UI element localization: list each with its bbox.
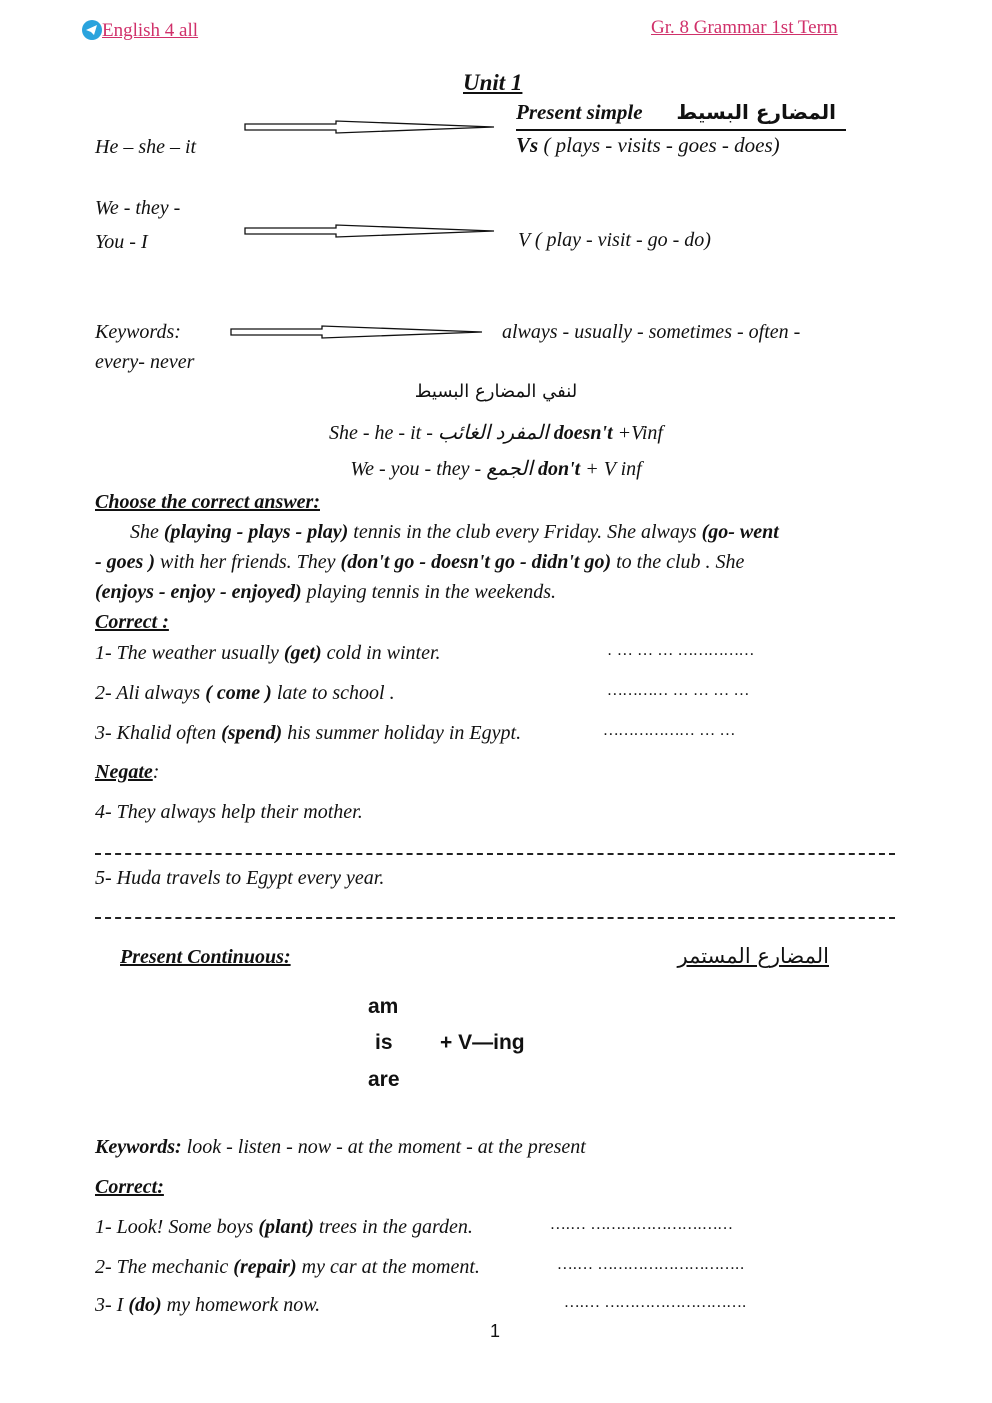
answer-blank[interactable]: ….… ……………………….. [558, 1256, 746, 1273]
text-segment: We - you - they - الجمع [350, 458, 538, 480]
negate-item: 4- They always help their mother. [95, 801, 363, 823]
text-segment: trees in the garden. [313, 1216, 473, 1238]
negation-plural [0, 456, 992, 481]
present-simple-heading [516, 100, 846, 131]
present-simple-en: Present simple [516, 100, 643, 124]
negation-title: لنفي المضارع البسيط [414, 381, 578, 402]
aux-are: are [368, 1068, 400, 1091]
text-segment: 1- Look! Some boys [95, 1216, 259, 1238]
text-segment: my car at the moment. [296, 1256, 480, 1278]
text-segment: 2- The mechanic [95, 1256, 234, 1278]
formula-ving: + V—ing [440, 1031, 525, 1054]
text-segment: V [518, 229, 530, 251]
text-segment: my homework now. [161, 1294, 321, 1316]
answer-blank[interactable]: ….… ………………….…… [551, 1216, 734, 1233]
bold-text-segment: (get) [283, 642, 322, 664]
negate-label: Negate [95, 761, 153, 783]
page-number: 1 [490, 1321, 501, 1341]
text-segment: ( play - visit - go - do) [529, 229, 711, 251]
present-simple-ar: المضارع البسيط [676, 100, 836, 124]
form-v [518, 229, 711, 252]
text-segment: 3- Khalid often [95, 722, 222, 744]
bold-text-segment: (do) [128, 1294, 162, 1316]
choose-line [95, 551, 744, 574]
continuous-item [95, 1294, 320, 1317]
grammar-term-link[interactable]: Gr. 8 Grammar 1st Term [651, 17, 838, 38]
english-4-all-link[interactable]: English 4 all [102, 20, 199, 41]
correct-heading: Correct : [95, 611, 169, 633]
text-segment: to the club . She [611, 551, 745, 573]
continuous-correct-heading: Correct: [95, 1176, 164, 1198]
bold-text-segment: (spend) [221, 722, 283, 744]
text-segment: late to school . [271, 682, 395, 704]
negate-heading [95, 761, 159, 784]
aux-am: am [368, 995, 399, 1018]
header-left[interactable] [82, 20, 198, 42]
choose-line [130, 521, 779, 544]
form-vs [516, 133, 780, 158]
answer-blank[interactable]: . … … … …………… [608, 642, 755, 659]
present-continuous-heading: Present Continuous: [120, 946, 291, 968]
bold-text-segment: doesn't [553, 422, 613, 444]
text-segment: 1- The weather usually [95, 642, 284, 664]
subject-he-she-it: He – she – it [95, 136, 197, 158]
bold-text-segment: don't [537, 458, 581, 480]
answer-blank[interactable]: ………… … … … … [608, 682, 750, 699]
choose-heading: Choose the correct answer: [95, 491, 320, 513]
keywords-list [502, 321, 800, 344]
arrow-icon [230, 325, 484, 339]
bold-text-segment: - goes ) [95, 551, 155, 573]
negate-item: 5- Huda travels to Egypt every year. [95, 867, 385, 889]
text-segment: playing tennis in the weekends. [301, 581, 556, 603]
bold-text-segment: (plant) [258, 1216, 314, 1238]
answer-line[interactable] [95, 853, 895, 855]
bold-text-segment: (repair) [233, 1256, 297, 1278]
answer-blank[interactable]: ….… ………………………. [565, 1294, 748, 1311]
bold-text-segment: ( come ) [205, 682, 272, 704]
keywords-label: Keywords: [95, 321, 181, 343]
text-segment: tennis in the club every Friday. She always [348, 521, 702, 543]
subject-you-i: You - I [95, 231, 148, 253]
continuous-keywords [95, 1136, 586, 1159]
correct-item [95, 722, 521, 745]
bold-text-segment: (don't go - doesn't go - didn't go) [340, 551, 612, 573]
text-segment: 2- Ali always [95, 682, 206, 704]
text-segment: always - usually - sometimes - often - [502, 321, 801, 343]
bold-text-segment: (enjoys - enjoy - enjoyed) [95, 581, 302, 603]
text-segment: ( plays - visits - goes - does) [538, 133, 780, 157]
present-continuous-ar: المضارع المستمر [677, 944, 829, 968]
arrow-icon [244, 224, 496, 238]
negation-singular [0, 420, 992, 445]
continuous-item [95, 1216, 473, 1239]
bold-text-segment: Keywords: [95, 1136, 182, 1158]
subject-we-they: We - they - [95, 197, 181, 219]
telegram-icon [82, 20, 102, 40]
correct-item [95, 642, 441, 665]
text-segment: + V inf [580, 458, 642, 480]
bold-text-segment: (go- went [701, 521, 779, 543]
negate-colon: : [152, 761, 160, 783]
text-segment: look - listen - now - at the moment - at the present [181, 1136, 586, 1158]
text-segment: She - he - it - المفرد الغائب [329, 422, 554, 444]
unit-title: Unit 1 [463, 70, 523, 95]
correct-item [95, 682, 395, 705]
answer-blank[interactable]: ……………… … … [604, 722, 736, 739]
text-segment: his summer holiday in Egypt. [282, 722, 522, 744]
bold-text-segment: (playing - plays - play) [163, 521, 349, 543]
answer-line[interactable] [95, 917, 895, 919]
aux-is: is [375, 1031, 393, 1054]
text-segment: cold in winter. [321, 642, 441, 664]
text-segment: +Vinf [612, 422, 663, 444]
text-segment: She [130, 521, 164, 543]
choose-line [95, 581, 556, 604]
arrow-icon [244, 120, 496, 134]
text-segment: with her friends. They [154, 551, 341, 573]
bold-text-segment: Vs [516, 133, 539, 157]
continuous-item [95, 1256, 480, 1279]
text-segment: 3- I [95, 1294, 129, 1316]
keywords-every-never: every- never [95, 351, 195, 373]
